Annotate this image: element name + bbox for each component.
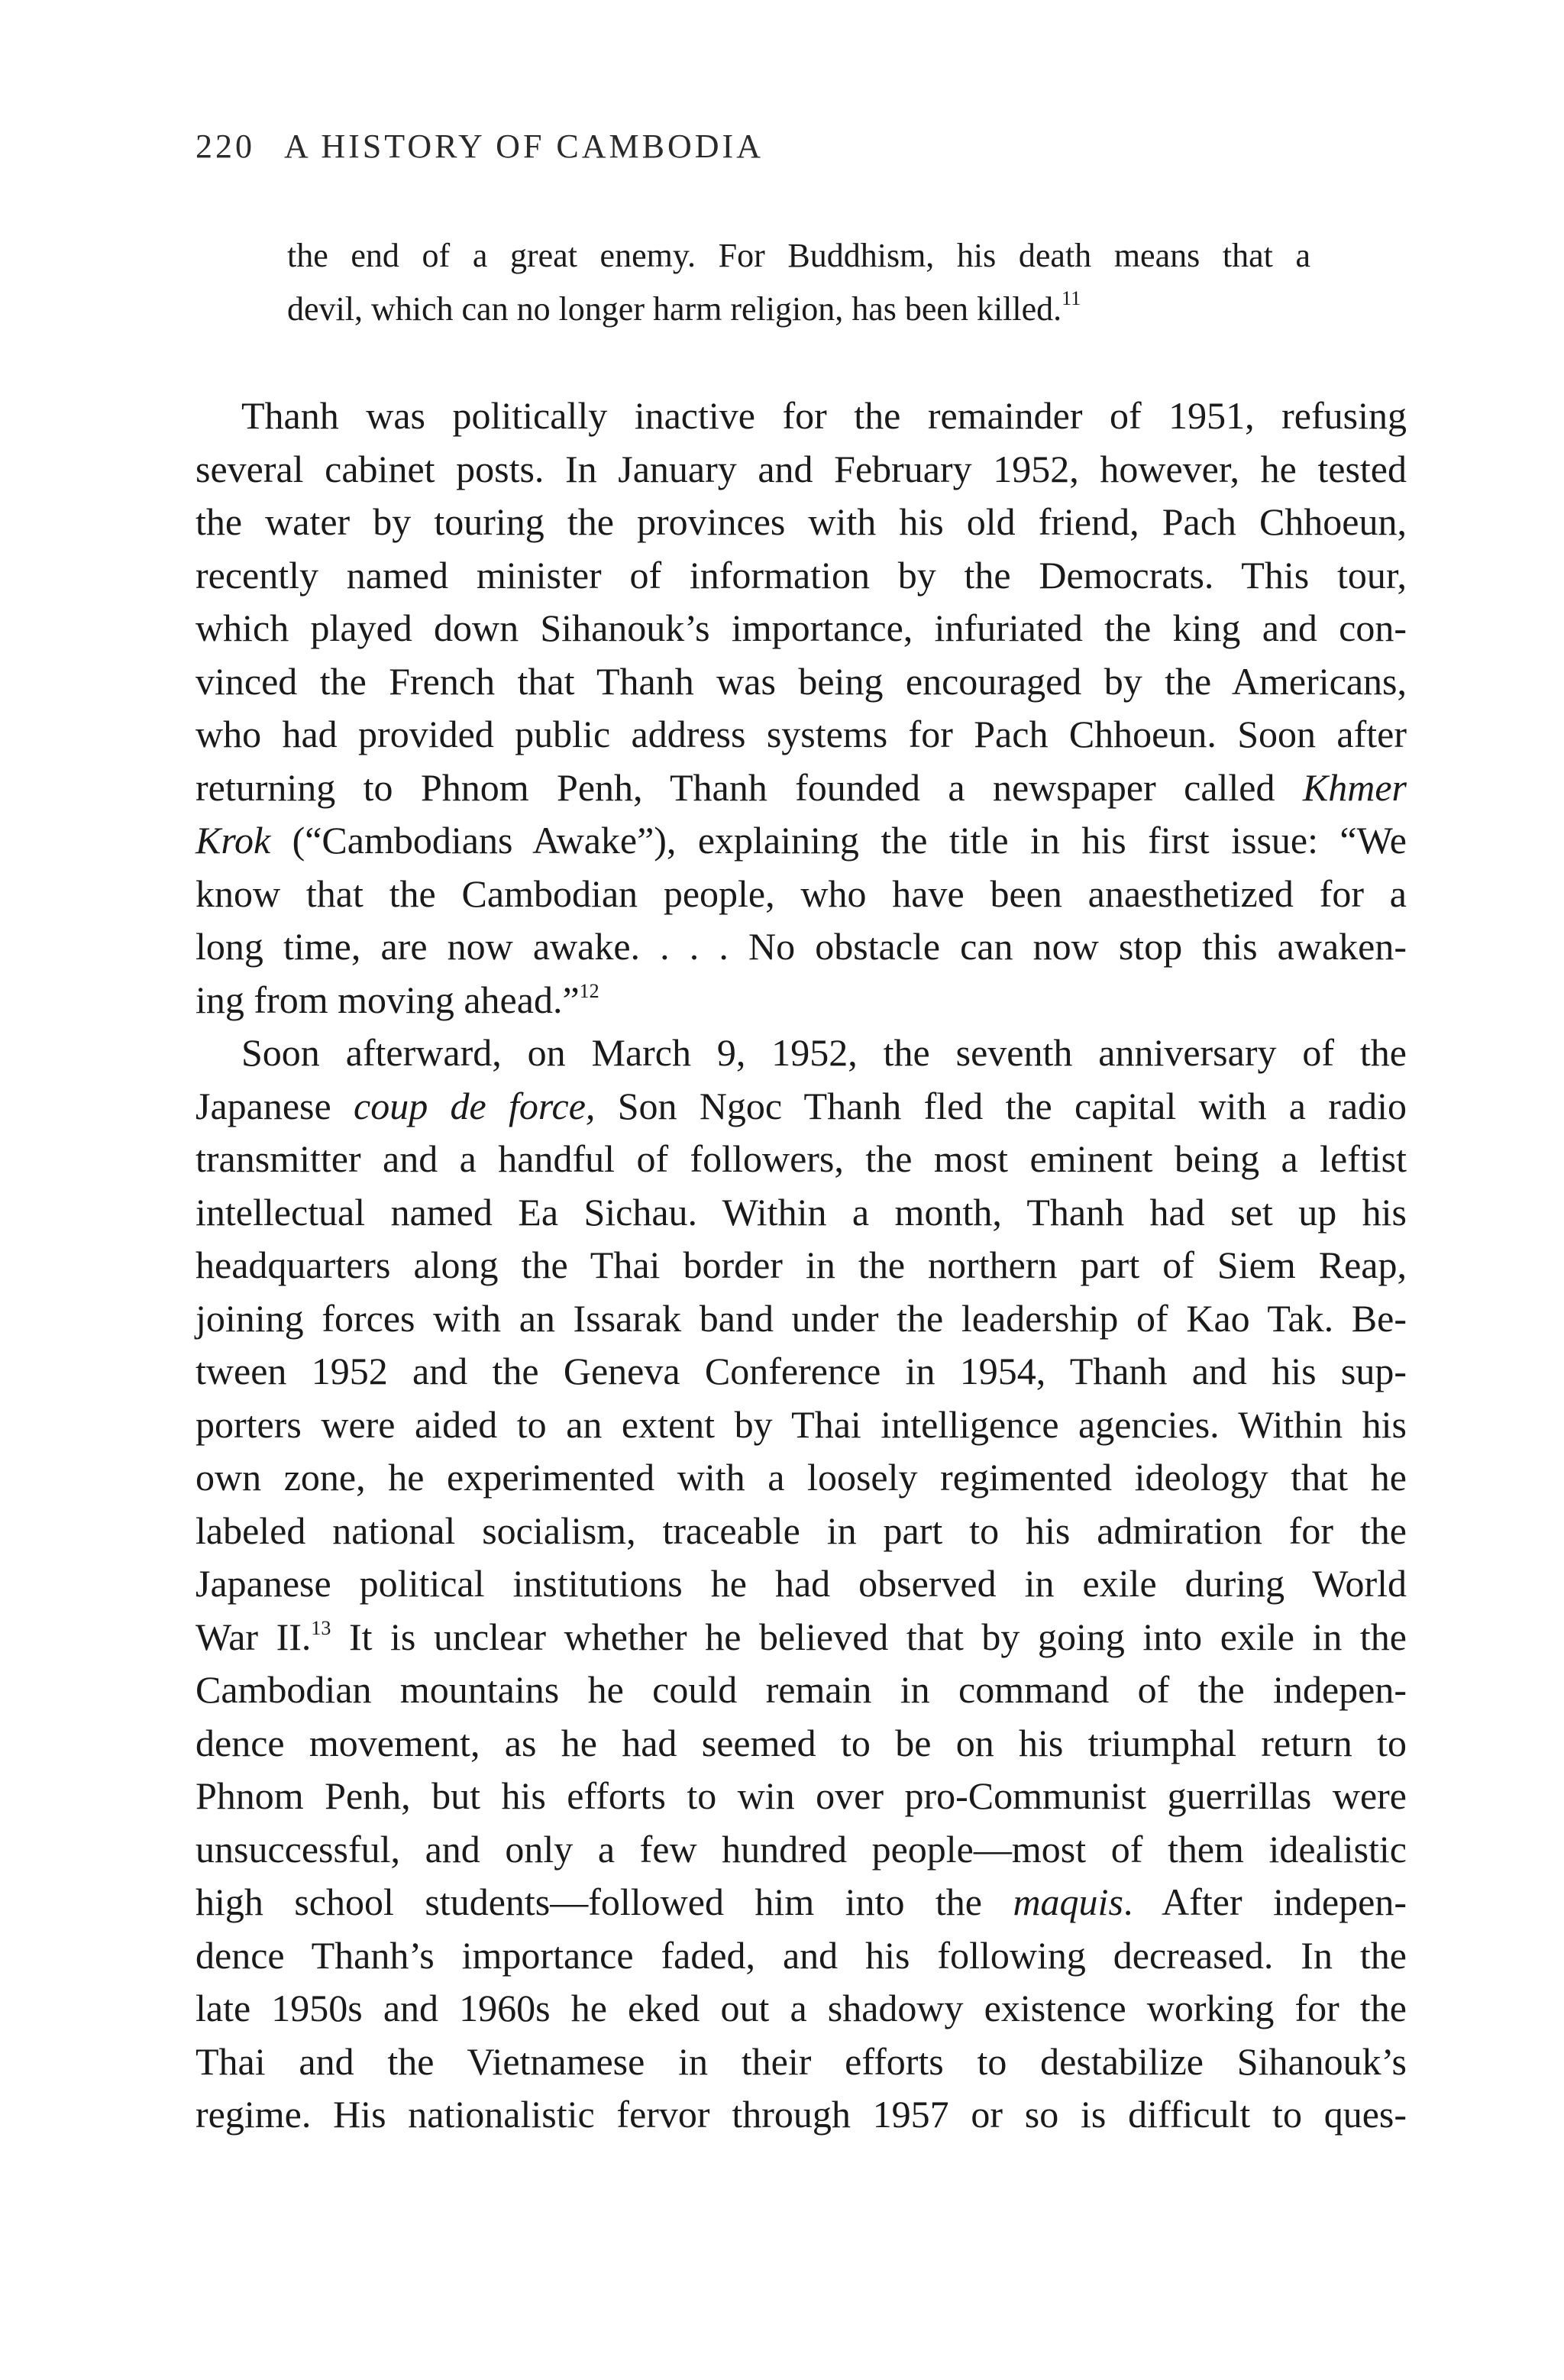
line-text: (“Cambodians Awake”), explaining the title in his first issue: “We <box>270 819 1407 862</box>
paragraph-2-line: porters were aided to an extent by Thai intelligence agencies. Within his <box>196 1402 1407 1446</box>
paragraph-1-line <box>196 814 1407 868</box>
paragraph-2-line <box>196 1080 1407 1133</box>
italic-term: coup de force, <box>354 1084 596 1127</box>
line-text: Son Ngoc Thanh fled the capital with a radio <box>595 1084 1407 1127</box>
footnote-marker: 11 <box>1062 287 1081 309</box>
paragraph-1-line: several cabinet posts. In January and February 1952, however, he tested <box>196 447 1407 490</box>
line-text: . After indepen- <box>1123 1880 1407 1923</box>
paragraph-1-line: Thanh was politically inactive for the remainder of 1951, refusing <box>241 394 1407 437</box>
paragraph-1-line: vinced the French that Thanh was being encouraged by the Americans, <box>196 659 1407 703</box>
block-quote <box>287 229 1310 336</box>
paragraph-2-line: Phnom Penh, but his efforts to win over pro-Communist guerrillas were <box>196 1774 1407 1817</box>
paragraph-2-line: tween 1952 and the Geneva Conference in 1954, Thanh and his sup- <box>196 1350 1407 1392</box>
footnote-marker: 12 <box>579 979 599 1002</box>
newspaper-title: Krok <box>196 819 271 862</box>
line-text: returning to Phnom Penh, Thanh founded a newspaper called <box>196 765 1303 809</box>
quote-line <box>287 283 1310 336</box>
paragraph-1-line: know that the Cambodian people, who have been anaesthetized for a <box>196 871 1407 915</box>
paragraph-2-line: Japanese political institutions he had observed in exile during World <box>196 1562 1407 1605</box>
italic-term: maquis <box>1013 1880 1123 1923</box>
paragraph-2-line: Thai and the Vietnamese in their efforts to destabilize Sihanouk’s <box>196 2039 1407 2083</box>
paragraph-2-line <box>196 1611 1407 1664</box>
book-title: A HISTORY OF CAMBODIA <box>284 128 764 165</box>
newspaper-title: Khmer <box>1302 765 1407 809</box>
page-number: 220 <box>196 128 255 165</box>
line-text: War II. <box>196 1615 312 1658</box>
quote-text: devil, which can no longer harm religion, has been killed. <box>287 290 1062 328</box>
paragraph-2-line: unsuccessful, and only a few hundred people—most of them idealistic <box>196 1827 1407 1871</box>
paragraph-2-line: Soon afterward, on March 9, 1952, the seventh anniversary of the <box>241 1031 1407 1074</box>
line-text: ing from moving ahead.” <box>196 978 580 1021</box>
paragraph-2-line: Cambodian mountains he could remain in command of the indepen- <box>196 1668 1407 1711</box>
paragraph-2-line <box>196 1876 1407 1929</box>
footnote-marker: 13 <box>311 1616 331 1639</box>
paragraph-1-line: long time, are now awake. . . . No obstacle can now stop this awaken- <box>196 925 1407 968</box>
paragraph-1-line <box>196 762 1407 815</box>
paragraph-1-line: who had provided public address systems for Pach Chhoeun. Soon after <box>196 713 1407 755</box>
running-head <box>196 127 764 166</box>
paragraph-2-line: dence Thanh’s importance faded, and his following decreased. In the <box>196 1933 1407 1977</box>
paragraph-2-line: own zone, he experimented with a loosely regimented ideology that he <box>196 1456 1407 1499</box>
paragraph-2-line: regime. His nationalistic fervor through 1957 or so is difficult to ques- <box>196 2093 1407 2136</box>
paragraph-2-line: late 1950s and 1960s he eked out a shadowy existence working for the <box>196 1987 1407 2029</box>
paragraph-2-line: labeled national socialism, traceable in part to his admiration for the <box>196 1509 1407 1552</box>
line-text: It is unclear whether he believed that by going into exile in the <box>331 1615 1407 1658</box>
paragraph-1-line <box>196 974 1407 1027</box>
quote-line: the end of a great enemy. For Buddhism, his death means that a <box>287 237 1310 274</box>
paragraph-2-line: intellectual named Ea Sichau. Within a month, Thanh had set up his <box>196 1190 1407 1234</box>
paragraph-2-line: dence movement, as he had seemed to be on his triumphal return to <box>196 1721 1407 1764</box>
paragraph-2-line: joining forces with an Issarak band under the leadership of Kao Tak. Be- <box>196 1296 1407 1340</box>
body-text <box>196 390 1407 2142</box>
line-text: high school students—followed him into the <box>196 1880 1013 1923</box>
paragraph-2-line: headquarters along the Thai border in the northern part of Siem Reap, <box>196 1243 1407 1286</box>
paragraph-1-line: the water by touring the provinces with his old friend, Pach Chhoeun, <box>196 500 1407 543</box>
paragraph-1-line: which played down Sihanouk’s importance, infuriated the king and con- <box>196 606 1407 649</box>
line-text: Japanese <box>196 1084 354 1127</box>
paragraph-1-line: recently named minister of information by the Democrats. This tour, <box>196 553 1407 597</box>
paragraph-2-line: transmitter and a handful of followers, the most eminent being a leftist <box>196 1137 1407 1180</box>
